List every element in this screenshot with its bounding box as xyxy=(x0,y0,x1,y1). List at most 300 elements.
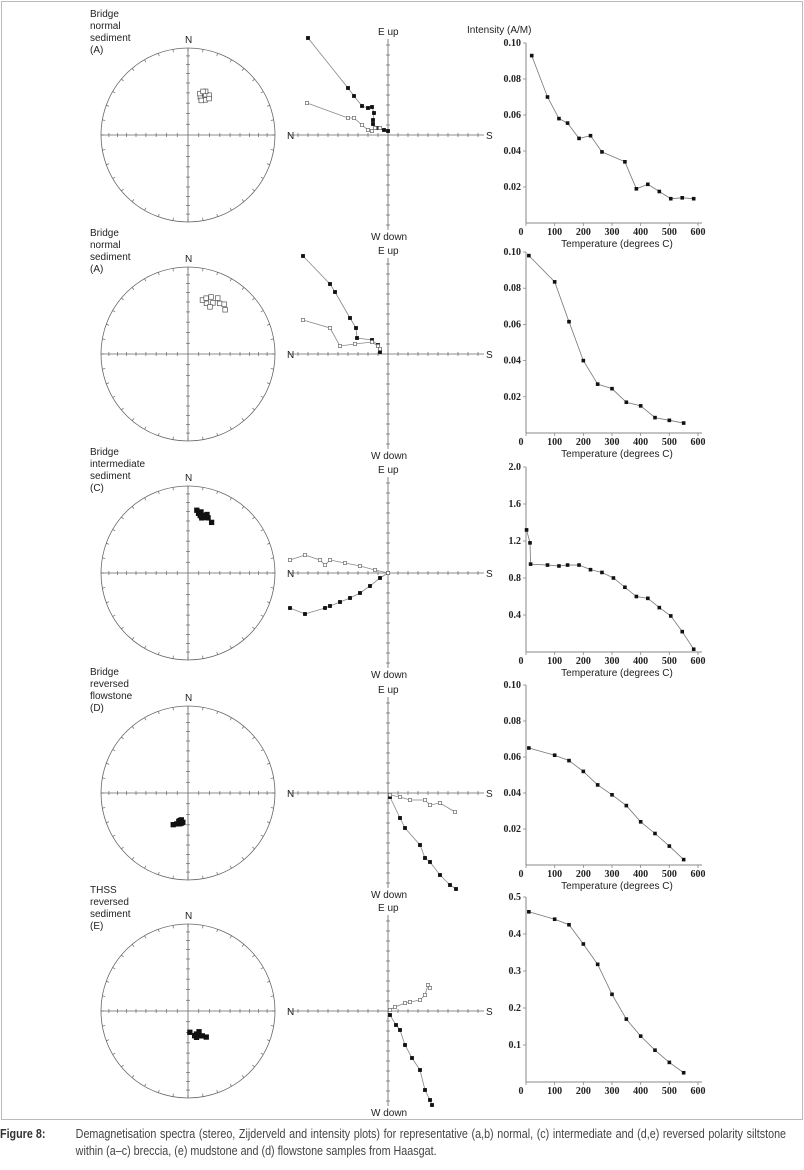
stereonet-point xyxy=(222,302,227,307)
stereonet-rim-tick xyxy=(230,936,232,939)
stereonet-rim-tick xyxy=(121,79,123,81)
stereonet-rim-tick xyxy=(121,737,123,739)
intensity-data-point xyxy=(639,404,643,408)
intensity-data-point xyxy=(553,280,557,284)
intensity-data-point xyxy=(669,197,673,201)
stereonet-rim-tick xyxy=(261,835,264,837)
intensity-y-tick-label: 0.4 xyxy=(508,610,521,621)
intensity-x-tick-label: 200 xyxy=(575,656,591,667)
stereonet-north-label: N xyxy=(185,254,193,265)
intensity-x-tick-label: 100 xyxy=(547,869,563,880)
zijderveld-down-label: W down xyxy=(371,670,408,681)
intensity-data-point xyxy=(610,993,614,997)
zijderveld-up-label: E up xyxy=(378,685,399,696)
intensity-y-tick-label: 2.0 xyxy=(508,462,521,473)
stereonet-rim-tick xyxy=(242,637,244,639)
intensity-data-point xyxy=(682,421,686,425)
stereonet-rim-tick xyxy=(102,996,105,997)
stereonet-rim-tick xyxy=(203,218,204,221)
stereonet-rim-tick xyxy=(242,199,244,201)
stereonet-rim-tick xyxy=(106,543,109,544)
stereonet-rim-tick xyxy=(173,268,174,271)
intensity-data-point xyxy=(668,419,672,423)
zijderveld-vertical-point xyxy=(378,347,381,350)
intensity-x-tick-label: 300 xyxy=(604,1086,620,1097)
stereonet-rim-tick xyxy=(173,487,174,490)
zijderveld-plot xyxy=(287,246,493,462)
stereonet-rim-tick xyxy=(217,491,218,494)
stereonet-rim-tick xyxy=(121,847,123,849)
intensity-y-tick-label: 0.1 xyxy=(508,1040,521,1051)
stereonet-rim-tick xyxy=(106,164,109,165)
zijderveld-vertical-point xyxy=(352,116,355,119)
zijderveld-horizontal-point xyxy=(428,860,431,863)
zijderveld-horizontal-point xyxy=(352,94,355,97)
zijderveld-vertical-point xyxy=(403,1001,406,1004)
panel-label-line: normal xyxy=(90,240,121,251)
stereonet-rim-tick xyxy=(145,1084,147,1087)
zijderveld-plot xyxy=(287,685,493,901)
intensity-x-tick-label: 100 xyxy=(547,437,563,448)
intensity-x-tick-label: 600 xyxy=(690,656,706,667)
panel-label-line: intermediate xyxy=(90,459,146,470)
stereonet-rim-tick xyxy=(267,981,270,982)
zijderveld-vertical-point xyxy=(373,568,376,571)
intensity-data-point xyxy=(600,571,604,575)
intensity-y-tick-label: 0.2 xyxy=(508,1003,521,1014)
stereonet-rim-tick xyxy=(158,711,159,714)
zijderveld-down-label: W down xyxy=(371,232,408,243)
intensity-x-tick-label: 300 xyxy=(604,656,620,667)
stereonet-rim-tick xyxy=(217,214,218,217)
stereonet-point xyxy=(209,295,214,300)
stereonet-rim-tick xyxy=(121,408,123,410)
intensity-data-point xyxy=(625,1017,629,1021)
zijderveld-north-label: N xyxy=(287,789,295,800)
intensity-data-point xyxy=(566,563,570,567)
zijderveld-vertical-point xyxy=(388,1008,391,1011)
panel-e xyxy=(90,885,706,1119)
zijderveld-horizontal-point xyxy=(372,111,375,114)
intensity-data-point xyxy=(680,196,684,200)
panel-b xyxy=(90,228,706,462)
zijderveld-vertical-point xyxy=(343,561,346,564)
intensity-y-tick-label: 0.04 xyxy=(503,146,521,157)
stereonet-rim-tick xyxy=(230,60,232,63)
intensity-data-point xyxy=(582,942,586,946)
zijderveld-vertical-point xyxy=(423,798,426,801)
intensity-y-tick-label: 1.6 xyxy=(508,499,521,510)
zijderveld-horizontal-point xyxy=(354,326,357,329)
intensity-x-tick-label: 0 xyxy=(518,656,524,667)
zijderveld-north-label: N xyxy=(287,131,295,142)
intensity-x-tick-label: 300 xyxy=(604,437,620,448)
stereonet-rim-tick xyxy=(267,1040,270,1041)
panel-label-line: THSS xyxy=(90,885,117,896)
stereonet-rim-tick xyxy=(271,339,274,340)
intensity-data-point xyxy=(610,387,614,391)
stereonet-rim-tick xyxy=(230,208,232,211)
stereonet-rim-tick xyxy=(158,872,159,875)
intensity-plot xyxy=(504,247,706,460)
intensity-series-line xyxy=(527,530,694,649)
panel-label-line: reversed xyxy=(90,897,129,908)
stereonet-rim-tick xyxy=(106,105,109,106)
stereonet-rim-tick xyxy=(252,737,254,739)
intensity-data-point xyxy=(577,563,581,567)
stereonet-rim-tick xyxy=(158,1090,159,1093)
zijderveld-horizontal-point xyxy=(346,86,349,89)
stereonet-rim-tick xyxy=(102,778,105,779)
intensity-data-point xyxy=(525,528,529,532)
zijderveld-horizontal-point xyxy=(370,105,373,108)
intensity-y-tick-label: 0.06 xyxy=(503,319,521,331)
stereonet-point xyxy=(171,822,176,827)
stereonet-rim-tick xyxy=(145,60,147,63)
zijderveld-horizontal-point xyxy=(398,1028,401,1031)
zijderveld-horizontal-point xyxy=(348,596,351,599)
intensity-data-point xyxy=(692,647,696,651)
stereonet-rim-tick xyxy=(252,298,254,300)
stereonet-point xyxy=(204,296,209,301)
stereonet-rim-tick xyxy=(158,652,159,655)
stereonet xyxy=(101,35,275,222)
zijderveld-horizontal-point xyxy=(428,1098,431,1101)
intensity-data-point xyxy=(653,1048,657,1052)
intensity-x-tick-label: 0 xyxy=(518,1086,524,1097)
intensity-data-point xyxy=(625,400,629,404)
intensity-x-tick-label: 400 xyxy=(633,227,649,238)
stereonet-rim-tick xyxy=(271,808,274,809)
zijderveld-up-label: E up xyxy=(378,246,399,257)
stereonet-rim-tick xyxy=(132,287,134,289)
intensity-x-tick-label: 0 xyxy=(518,227,524,238)
zijderveld-vertical-point xyxy=(288,558,291,561)
stereonet-rim-tick xyxy=(158,214,159,217)
intensity-series-line xyxy=(532,56,694,199)
stereonet-rim-tick xyxy=(242,857,244,859)
stereonet-north-label: N xyxy=(185,473,193,484)
intensity-data-point xyxy=(527,254,531,258)
stereonet-rim-tick xyxy=(203,876,204,879)
intensity-data-point xyxy=(589,568,593,572)
stereonet-rim-tick xyxy=(113,92,116,94)
zijderveld-horizontal-point xyxy=(418,1068,421,1071)
stereonet-rim-tick xyxy=(271,120,274,121)
intensity-y-tick-label: 0.10 xyxy=(503,680,521,691)
zijderveld-vertical-point xyxy=(438,801,441,804)
panel-label-line: sediment xyxy=(90,33,131,44)
zijderveld-vertical-point xyxy=(353,342,356,345)
stereonet-rim-tick xyxy=(267,763,270,764)
stereonet-rim-tick xyxy=(158,272,159,275)
stereonet-rim-tick xyxy=(261,1053,264,1055)
zijderveld-horizontal-point xyxy=(386,129,389,132)
stereonet-rim-tick xyxy=(242,287,244,289)
stereonet-rim-tick xyxy=(173,1094,174,1097)
intensity-data-point xyxy=(639,1034,643,1038)
intensity-y-tick-label: 0.04 xyxy=(503,355,521,367)
zijderveld-horizontal-point xyxy=(371,118,374,121)
zijderveld-up-label: E up xyxy=(378,465,399,476)
intensity-x-tick-label: 0 xyxy=(518,869,524,880)
stereonet-rim-tick xyxy=(217,711,218,714)
stereonet-rim-tick xyxy=(173,876,174,879)
intensity-data-point xyxy=(589,134,593,138)
zijderveld-horizontal-point xyxy=(388,1013,391,1016)
stereonet-rim-tick xyxy=(102,369,105,370)
intensity-x-axis-label: Temperature (degrees C) xyxy=(561,881,673,892)
stereonet xyxy=(101,911,275,1098)
zijderveld-vertical-point xyxy=(453,810,456,813)
stereonet-rim-tick xyxy=(158,53,159,56)
zijderveld-vertical-point xyxy=(398,795,401,798)
stereonet-rim-tick xyxy=(121,298,123,300)
intensity-series-line xyxy=(529,256,684,423)
stereonet-rim-tick xyxy=(113,750,116,752)
intensity-x-tick-label: 400 xyxy=(633,869,649,880)
stereonet-rim-tick xyxy=(230,279,232,282)
intensity-y-tick-label: 1.2 xyxy=(508,536,521,547)
stereonet-rim-tick xyxy=(203,437,204,440)
stereonet-rim-tick xyxy=(217,272,218,275)
stereonet-rim-tick xyxy=(271,369,274,370)
stereonet-rim-tick xyxy=(242,944,244,946)
zijderveld-plot xyxy=(287,903,493,1119)
stereonet-rim-tick xyxy=(261,750,264,752)
stereonet-rim-tick xyxy=(145,208,147,211)
panel-label-line: Bridge xyxy=(90,9,119,20)
intensity-data-point xyxy=(527,746,531,750)
intensity-y-tick-label: 0.10 xyxy=(503,38,521,49)
panel-label-line: Bridge xyxy=(90,228,119,239)
panel-label-line: normal xyxy=(90,21,121,32)
panel-a xyxy=(90,9,706,250)
stereonet-north-label: N xyxy=(185,911,193,922)
stereonet-rim-tick xyxy=(261,530,264,532)
zijderveld-vertical-point xyxy=(428,986,431,989)
zijderveld-horizontal-point xyxy=(454,887,457,890)
panel-label-line: flowstone xyxy=(90,691,133,702)
stereonet-rim-tick xyxy=(106,383,109,384)
stereonet-rim-tick xyxy=(145,718,147,721)
intensity-data-point xyxy=(566,121,570,125)
intensity-x-tick-label: 500 xyxy=(661,869,677,880)
stereonet-rim-tick xyxy=(230,646,232,649)
zijderveld-plot xyxy=(287,27,493,243)
zijderveld-horizontal-point xyxy=(423,1088,426,1091)
stereonet-rim-tick xyxy=(203,268,204,271)
zijderveld-vertical-point xyxy=(378,126,381,129)
stereonet-rim-tick xyxy=(242,418,244,420)
intensity-y-tick-label: 0.02 xyxy=(503,182,521,193)
zijderveld-vertical-point xyxy=(328,558,331,561)
intensity-data-point xyxy=(658,190,662,194)
zijderveld-horizontal-point xyxy=(438,873,441,876)
stereonet-rim-tick xyxy=(203,656,204,659)
zijderveld-horizontal-point xyxy=(323,606,326,609)
stereonet-rim-tick xyxy=(106,822,109,823)
stereonet-point xyxy=(197,1029,202,1034)
stereonet-point xyxy=(188,1030,193,1035)
stereonet-rim-tick xyxy=(261,92,264,94)
intensity-data-point xyxy=(596,783,600,787)
intensity-data-point xyxy=(553,917,557,921)
stereonet-rim-tick xyxy=(102,808,105,809)
intensity-y-tick-label: 0.10 xyxy=(503,247,521,258)
panel-label-line: sediment xyxy=(90,252,131,263)
stereonet-rim-tick xyxy=(106,602,109,603)
intensity-y-tick-label: 0.5 xyxy=(508,892,521,903)
stereonet-rim-tick xyxy=(267,105,270,106)
intensity-series-line xyxy=(529,912,684,1073)
stereonet-rim-tick xyxy=(217,929,218,932)
stereonet-rim-tick xyxy=(217,1090,218,1093)
stereonet-rim-tick xyxy=(173,437,174,440)
zijderveld-vertical-point xyxy=(373,126,376,129)
stereonet-rim-tick xyxy=(113,396,116,398)
stereonet-rim-tick xyxy=(132,506,134,508)
stereonet-rim-tick xyxy=(121,627,123,629)
stereonet-rim-tick xyxy=(252,408,254,410)
intensity-data-point xyxy=(612,576,616,580)
stereonet-rim-tick xyxy=(267,543,270,544)
stereonet-rim-tick xyxy=(261,968,264,970)
intensity-data-point xyxy=(553,753,557,757)
zijderveld-vertical-point xyxy=(318,558,321,561)
intensity-data-point xyxy=(623,160,627,164)
zijderveld-vertical-point xyxy=(408,798,411,801)
stereonet-rim-tick xyxy=(267,822,270,823)
stereonet-north-label: N xyxy=(185,35,193,46)
stereonet-rim-tick xyxy=(173,656,174,659)
intensity-y-tick-label: 0.02 xyxy=(503,824,521,835)
stereonet-rim-tick xyxy=(102,120,105,121)
intensity-data-point xyxy=(653,416,657,420)
intensity-data-point xyxy=(635,187,639,191)
intensity-data-point xyxy=(582,770,586,774)
stereonet-rim-tick xyxy=(102,150,105,151)
stereonet-rim-tick xyxy=(106,1040,109,1041)
intensity-data-point xyxy=(668,844,672,848)
zijderveld-south-label: S xyxy=(486,1007,493,1018)
zijderveld-horizontal-point xyxy=(366,106,369,109)
intensity-data-point xyxy=(546,95,550,99)
zijderveld-horizontal-point xyxy=(348,316,351,319)
stereonet-rim-tick xyxy=(158,491,159,494)
panel-label-line: reversed xyxy=(90,679,129,690)
stereonet-rim-tick xyxy=(132,637,134,639)
intensity-data-point xyxy=(635,595,639,599)
intensity-data-point xyxy=(528,541,532,545)
intensity-x-tick-label: 600 xyxy=(690,437,706,448)
zijderveld-north-label: N xyxy=(287,350,295,361)
stereonet-rim-tick xyxy=(252,79,254,81)
stereonet-rim-tick xyxy=(121,517,123,519)
intensity-x-axis-label: Temperature (degrees C) xyxy=(561,239,673,250)
stereonet-rim-tick xyxy=(121,955,123,957)
intensity-y-axis-label: Intensity (A/M) xyxy=(467,25,532,36)
stereonet-rim-tick xyxy=(102,1026,105,1027)
panel-label-line: Bridge xyxy=(90,447,119,458)
stereonet-point xyxy=(202,515,207,520)
stereonet xyxy=(101,693,275,880)
intensity-data-point xyxy=(692,197,696,201)
stereonet-rim-tick xyxy=(271,558,274,559)
zijderveld-horizontal-point xyxy=(333,290,336,293)
intensity-data-point xyxy=(529,562,533,566)
intensity-y-tick-label: 0.02 xyxy=(503,391,521,403)
zijderveld-horizontal-point xyxy=(394,1023,397,1026)
intensity-y-tick-label: 0.08 xyxy=(503,283,521,295)
stereonet-rim-tick xyxy=(203,925,204,928)
zijderveld-south-label: S xyxy=(486,789,493,800)
stereonet-rim-tick xyxy=(132,418,134,420)
intensity-y-tick-label: 0.08 xyxy=(503,74,521,85)
stereonet-rim-tick xyxy=(203,1094,204,1097)
intensity-x-axis-label: Temperature (degrees C) xyxy=(561,449,673,460)
intensity-x-tick-label: 500 xyxy=(661,656,677,667)
intensity-x-tick-label: 100 xyxy=(547,656,563,667)
stereonet-rim-tick xyxy=(203,707,204,710)
panel-label-line: (A) xyxy=(90,264,104,275)
panel-label-line: sediment xyxy=(90,909,131,920)
stereonet-rim-tick xyxy=(203,487,204,490)
intensity-plot xyxy=(467,25,706,250)
stereonet-rim-tick xyxy=(267,324,270,325)
stereonet-rim-tick xyxy=(158,433,159,436)
stereonet-rim-tick xyxy=(242,726,244,728)
intensity-x-tick-label: 600 xyxy=(690,227,706,238)
panel-label-line: (C) xyxy=(90,483,104,494)
intensity-data-point xyxy=(682,858,686,862)
zijderveld-down-label: W down xyxy=(371,1108,408,1119)
intensity-x-tick-label: 100 xyxy=(547,1086,563,1097)
zijderveld-horizontal-point xyxy=(360,104,363,107)
stereonet-rim-tick xyxy=(113,615,116,617)
intensity-data-point xyxy=(582,359,586,363)
caption-label: Figure 8: xyxy=(0,1127,46,1141)
zijderveld-vertical-point xyxy=(328,326,331,329)
intensity-data-point xyxy=(596,963,600,967)
intensity-y-tick-label: 0.8 xyxy=(508,573,521,584)
caption-text: Demagnetisation spectra (stereo, Zijderveld and intensity plots) for representative (a,b) normal, (c) intermediate and (d,e) reversed polarity siltstone within (a–c) breccia, (e) mudstone and (d) flowstone samples from Haasgat. xyxy=(75,1127,787,1158)
zijderveld-north-label: N xyxy=(287,1007,295,1018)
stereonet-rim-tick xyxy=(145,936,147,939)
intensity-series-line xyxy=(529,748,684,860)
intensity-data-point xyxy=(646,597,650,601)
zijderveld-horizontal-point xyxy=(382,128,385,131)
zijderveld-vertical-point xyxy=(338,344,341,347)
intensity-y-tick-label: 0.04 xyxy=(503,788,521,799)
stereonet-rim-tick xyxy=(267,383,270,384)
intensity-data-point xyxy=(596,382,600,386)
intensity-x-tick-label: 300 xyxy=(604,227,620,238)
stereonet xyxy=(101,473,275,660)
intensity-data-point xyxy=(639,820,643,824)
figure-caption xyxy=(0,1126,789,1160)
intensity-y-tick-label: 0.06 xyxy=(503,752,521,763)
zijderveld-horizontal-point xyxy=(338,600,341,603)
stereonet-rim-tick xyxy=(113,1053,116,1055)
zijderveld-south-label: S xyxy=(486,569,493,580)
intensity-data-point xyxy=(680,630,684,634)
zijderveld-south-label: S xyxy=(486,350,493,361)
intensity-data-point xyxy=(658,606,662,610)
intensity-data-point xyxy=(527,910,531,914)
zijderveld-south-label: S xyxy=(486,131,493,142)
zijderveld-horizontal-point xyxy=(306,36,309,39)
